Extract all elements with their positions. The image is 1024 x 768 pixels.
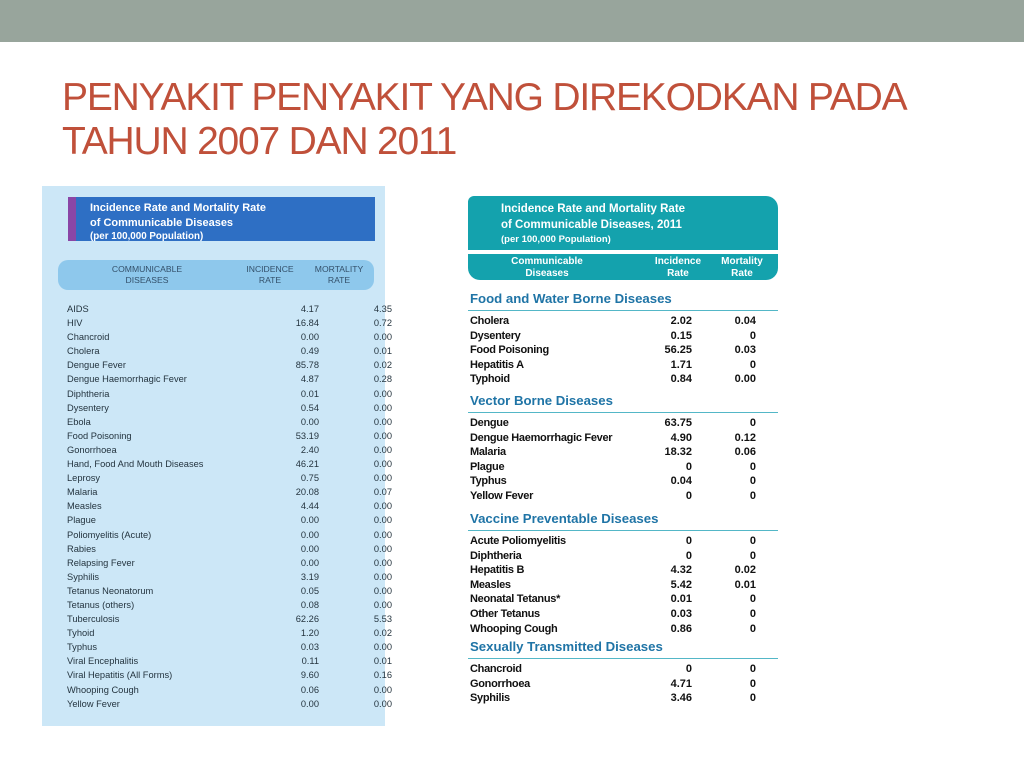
disease-name: Food Poisoning <box>67 430 132 441</box>
mortality-rate: 0 <box>749 535 756 547</box>
disease-name: Hepatitis B <box>470 564 525 577</box>
table-row <box>468 431 778 446</box>
slide-title-line-1: PENYAKIT PENYAKIT YANG DIREKODKAN PADA <box>62 76 907 119</box>
mortality-rate: 0 <box>749 489 756 502</box>
disease-name: Dengue Haemorrhagic Fever <box>67 374 187 385</box>
mortality-rate: 0.00 <box>373 599 392 610</box>
mortality-rate: 0.00 <box>373 430 392 441</box>
table-row <box>42 697 392 711</box>
table-row <box>468 662 778 677</box>
column-incidence-line-2: Rate <box>667 267 689 279</box>
incidence-rate: 0.00 <box>300 332 319 343</box>
disease-name: Chancroid <box>67 332 110 343</box>
mortality-rate: 0 <box>749 622 756 635</box>
table-row <box>42 513 392 527</box>
mortality-rate: 0.00 <box>734 373 756 386</box>
mortality-rate: 0.02 <box>734 564 756 577</box>
disease-name: Tyhoid <box>67 628 95 639</box>
disease-name: Dengue Haemorrhagic Fever <box>470 431 613 444</box>
disease-name: Syphilis <box>67 571 100 582</box>
mortality-rate: 0.72 <box>373 318 392 329</box>
mortality-rate: 0.02 <box>373 628 392 639</box>
incidence-rate: 0.01 <box>300 388 319 399</box>
table-row <box>42 683 392 697</box>
disease-name: Neonatal Tetanus* <box>470 593 561 606</box>
mortality-rate: 0.00 <box>373 501 392 512</box>
disease-name: Diphtheria <box>67 388 110 399</box>
disease-name: AIDS <box>67 304 89 314</box>
incidence-rate: 18.32 <box>664 446 692 459</box>
section-rows <box>468 531 778 636</box>
incidence-rate: 0.05 <box>300 585 319 596</box>
table-2007-header-line-1: Incidence Rate and Mortality Rate <box>90 202 267 214</box>
mortality-rate: 0.03 <box>734 344 756 357</box>
slide-title-line-2: TAHUN 2007 DAN 2011 <box>62 120 457 163</box>
disease-name: Viral Hepatitis (All Forms) <box>67 670 173 681</box>
disease-name: Measles <box>67 501 102 512</box>
incidence-rate: 0 <box>685 663 692 675</box>
mortality-rate: 0.00 <box>373 557 392 568</box>
incidence-rate: 20.08 <box>295 487 319 498</box>
table-row <box>468 460 778 475</box>
table-row <box>42 330 392 344</box>
disease-name: Tetanus (others) <box>67 599 135 610</box>
mortality-rate: 0.00 <box>373 571 392 582</box>
disease-name: HIV <box>67 318 83 329</box>
column-disease-header <box>482 256 612 279</box>
table-2007-header-line-3: (per 100,000 Population) <box>90 231 204 242</box>
table-row <box>468 563 778 578</box>
column-mortality-line-2: RATE <box>327 275 351 285</box>
table-row <box>42 626 392 640</box>
incidence-rate: 0.54 <box>300 402 319 413</box>
mortality-rate: 0 <box>749 460 756 473</box>
disease-name: Food Poisoning <box>470 344 549 357</box>
table-row <box>42 584 392 598</box>
table-row <box>42 640 392 654</box>
table-row <box>468 578 778 593</box>
column-mortality-line-2: Rate <box>731 267 753 279</box>
incidence-rate: 0.04 <box>670 475 692 488</box>
section-rows <box>468 659 778 706</box>
table-row <box>42 443 392 457</box>
table-row <box>42 556 392 570</box>
incidence-rate: 0.75 <box>300 473 319 484</box>
mortality-rate: 0.00 <box>373 585 392 596</box>
incidence-rate: 0.03 <box>300 642 319 653</box>
disease-name: Plague <box>470 460 505 473</box>
table-2007-header-line-2: of Communicable Diseases <box>90 216 234 229</box>
table-row <box>468 489 778 504</box>
incidence-rate: 0.84 <box>670 373 692 386</box>
incidence-rate: 4.87 <box>300 374 319 385</box>
incidence-rate: 16.84 <box>295 318 319 329</box>
mortality-rate: 0 <box>749 549 756 562</box>
incidence-rate: 0.00 <box>300 557 319 568</box>
table-row <box>42 654 392 668</box>
disease-name: Diphtheria <box>470 549 522 562</box>
table-row <box>468 416 778 431</box>
table-row <box>42 429 392 443</box>
incidence-rate: 0 <box>685 549 692 562</box>
incidence-rate: 46.21 <box>295 459 319 470</box>
table-row <box>468 534 778 549</box>
incidence-rate: 53.19 <box>295 430 319 441</box>
incidence-rate: 0.01 <box>670 593 692 606</box>
disease-name: Whooping Cough <box>67 684 139 695</box>
disease-name: Tuberculosis <box>67 614 120 625</box>
table-2007 <box>42 186 392 726</box>
disease-name: Other Tetanus <box>470 607 540 620</box>
incidence-rate: 56.25 <box>664 344 692 357</box>
disease-name: Yellow Fever <box>470 489 534 502</box>
incidence-rate: 0.00 <box>300 416 319 427</box>
mortality-rate: 0.00 <box>373 416 392 427</box>
incidence-rate: 3.19 <box>300 571 319 582</box>
table-2011-header-line-1: Incidence Rate and Mortality Rate <box>501 203 686 215</box>
incidence-rate: 0.00 <box>300 529 319 540</box>
disease-name: Syphilis <box>470 692 510 705</box>
column-incidence-header <box>238 264 302 286</box>
disease-name: Poliomyelitis (Acute) <box>67 529 152 540</box>
incidence-rate: 63.75 <box>664 417 692 429</box>
mortality-rate: 0 <box>749 329 756 342</box>
incidence-rate: 1.20 <box>300 628 319 639</box>
disease-name: Leprosy <box>67 473 101 484</box>
disease-name: Acute Poliomyelitis <box>470 535 566 547</box>
incidence-rate: 0.03 <box>670 607 692 620</box>
mortality-rate: 0.00 <box>373 473 392 484</box>
disease-name: Typhus <box>470 475 507 488</box>
table-row <box>468 445 778 460</box>
mortality-rate: 0 <box>749 663 756 675</box>
table-row <box>42 542 392 556</box>
mortality-rate: 0.04 <box>734 315 756 327</box>
mortality-rate: 0 <box>749 358 756 371</box>
incidence-rate: 62.26 <box>295 614 319 625</box>
mortality-rate: 0 <box>749 692 756 705</box>
disease-name: Relapsing Fever <box>67 557 135 568</box>
incidence-rate: 0.86 <box>670 622 692 635</box>
table-2007-header <box>68 197 375 241</box>
mortality-rate: 0.00 <box>373 332 392 343</box>
incidence-rate: 0.00 <box>300 698 319 709</box>
table-row <box>468 592 778 607</box>
mortality-rate: 0 <box>749 607 756 620</box>
column-mortality-line-1: Mortality <box>721 256 763 267</box>
table-row <box>42 372 392 386</box>
incidence-rate: 2.02 <box>670 315 692 327</box>
incidence-rate: 85.78 <box>295 360 319 371</box>
section-block <box>468 638 778 706</box>
table-2007-column-header <box>58 260 374 290</box>
table-row <box>42 415 392 429</box>
section-rows <box>468 413 778 504</box>
mortality-rate: 0 <box>749 417 756 429</box>
section-heading: Sexually Transmitted Diseases <box>468 638 778 659</box>
section-block <box>468 290 778 387</box>
table-row <box>42 499 392 513</box>
column-disease-line-1: COMMUNICABLE <box>111 264 183 274</box>
table-row <box>468 314 778 329</box>
incidence-rate: 0.11 <box>301 656 319 667</box>
section-heading: Vaccine Preventable Diseases <box>468 510 778 531</box>
mortality-rate: 0.12 <box>734 431 756 444</box>
mortality-rate: 0 <box>749 593 756 606</box>
disease-name: Viral Encephalitis <box>67 656 139 667</box>
incidence-rate: 0.08 <box>300 599 319 610</box>
mortality-rate: 0.28 <box>373 374 392 385</box>
mortality-rate: 0.00 <box>373 642 392 653</box>
mortality-rate: 0 <box>749 677 756 690</box>
disease-name: Typhoid <box>470 373 510 386</box>
disease-name: Ebola <box>67 416 91 427</box>
table-2011-header-line-3: (per 100,000 Population) <box>501 234 611 245</box>
column-incidence-header <box>648 256 708 279</box>
column-mortality-header <box>306 264 372 286</box>
disease-name: Chancroid <box>470 663 522 675</box>
disease-name: Plague <box>67 515 96 526</box>
mortality-rate: 5.53 <box>373 614 392 625</box>
incidence-rate: 3.46 <box>670 692 692 705</box>
mortality-rate: 0.00 <box>373 698 392 709</box>
disease-name: Typhus <box>67 642 97 653</box>
table-row <box>42 471 392 485</box>
incidence-rate: 4.17 <box>300 304 319 314</box>
column-incidence-line-1: Incidence <box>654 256 702 267</box>
table-row <box>42 358 392 372</box>
incidence-rate: 9.60 <box>300 670 319 681</box>
disease-name: Hepatitis A <box>470 358 524 371</box>
table-row <box>42 528 392 542</box>
incidence-rate: 0.00 <box>300 543 319 554</box>
incidence-rate: 4.32 <box>670 564 692 577</box>
table-row <box>42 457 392 471</box>
incidence-rate: 0.49 <box>300 346 319 357</box>
disease-name: Measles <box>470 578 511 591</box>
table-row <box>42 612 392 626</box>
mortality-rate: 0.00 <box>373 515 392 526</box>
table-2011-header-line-2: of Communicable Diseases, 2011 <box>501 219 682 231</box>
incidence-rate: 0 <box>685 535 692 547</box>
incidence-rate: 4.71 <box>670 677 692 690</box>
mortality-rate: 0.00 <box>373 529 392 540</box>
table-2011 <box>468 196 780 706</box>
incidence-rate: 1.71 <box>670 358 692 371</box>
slide-title <box>62 76 962 164</box>
column-incidence-line-2: RATE <box>258 275 282 285</box>
disease-name: Hand, Food And Mouth Diseases <box>67 459 204 470</box>
mortality-rate: 0.02 <box>373 360 392 371</box>
section-rows <box>468 311 778 387</box>
section-heading: Food and Water Borne Diseases <box>468 290 778 311</box>
incidence-rate: 5.42 <box>670 578 692 591</box>
column-incidence-line-1: INCIDENCE <box>246 264 294 274</box>
incidence-rate: 2.40 <box>300 444 319 455</box>
column-disease-line-1: Communicable <box>511 256 583 267</box>
mortality-rate: 0.00 <box>373 684 392 695</box>
column-disease-header <box>72 264 222 286</box>
incidence-rate: 0 <box>685 460 692 473</box>
disease-name: Tetanus Neonatorum <box>67 585 154 596</box>
incidence-rate: 0.15 <box>670 329 692 342</box>
table-2011-header <box>468 196 778 250</box>
table-2011-column-header <box>468 254 778 280</box>
section-block <box>468 510 778 636</box>
mortality-rate: 0.01 <box>373 656 392 667</box>
mortality-rate: 0.00 <box>373 459 392 470</box>
table-row <box>42 401 392 415</box>
table-row <box>468 474 778 489</box>
table-row <box>42 598 392 612</box>
incidence-rate: 0.06 <box>300 684 319 695</box>
disease-name: Gonorrhoea <box>470 677 530 690</box>
table-row <box>468 607 778 622</box>
incidence-rate: 0 <box>685 489 692 502</box>
mortality-rate: 0.00 <box>373 444 392 455</box>
table-row <box>42 302 392 316</box>
table-row <box>468 372 778 387</box>
incidence-rate: 0.00 <box>300 515 319 526</box>
disease-name: Dysentery <box>67 402 109 413</box>
section-heading: Vector Borne Diseases <box>468 392 778 413</box>
column-mortality-header <box>712 256 772 279</box>
table-row <box>42 485 392 499</box>
table-row <box>42 316 392 330</box>
table-row <box>468 622 778 637</box>
disease-name: Dengue <box>470 417 509 429</box>
table-row <box>468 549 778 564</box>
incidence-rate: 4.90 <box>670 431 692 444</box>
disease-name: Cholera <box>470 315 509 327</box>
column-mortality-line-1: MORTALITY <box>314 264 364 274</box>
table-row <box>42 570 392 584</box>
table-row <box>42 668 392 682</box>
mortality-rate: 4.35 <box>373 304 392 314</box>
disease-name: Gonorrhoea <box>67 444 117 455</box>
disease-name: Dengue Fever <box>67 360 126 371</box>
disease-name: Yellow Fever <box>67 698 120 709</box>
table-row <box>468 691 778 706</box>
disease-name: Cholera <box>67 346 100 357</box>
table-row <box>468 343 778 358</box>
column-disease-line-2: Diseases <box>525 267 569 279</box>
section-block <box>468 392 778 504</box>
mortality-rate: 0.01 <box>373 346 392 357</box>
table-row <box>42 387 392 401</box>
mortality-rate: 0.07 <box>373 487 392 498</box>
table-row <box>42 344 392 358</box>
mortality-rate: 0.00 <box>373 388 392 399</box>
mortality-rate: 0.01 <box>734 578 756 591</box>
top-accent-bar <box>0 0 1024 42</box>
disease-name: Malaria <box>67 487 98 498</box>
mortality-rate: 0.16 <box>373 670 392 681</box>
incidence-rate: 4.44 <box>300 501 319 512</box>
disease-name: Dysentery <box>470 329 521 342</box>
mortality-rate: 0.00 <box>373 543 392 554</box>
table-row <box>468 677 778 692</box>
table-row <box>468 358 778 373</box>
mortality-rate: 0.06 <box>734 446 756 459</box>
mortality-rate: 0.00 <box>373 402 392 413</box>
table-row <box>468 329 778 344</box>
disease-name: Malaria <box>470 446 506 459</box>
column-disease-line-2: DISEASES <box>125 275 169 285</box>
disease-name: Rabies <box>67 543 96 554</box>
disease-name: Whooping Cough <box>470 622 558 635</box>
table-2007-rows <box>42 302 392 711</box>
mortality-rate: 0 <box>749 475 756 488</box>
